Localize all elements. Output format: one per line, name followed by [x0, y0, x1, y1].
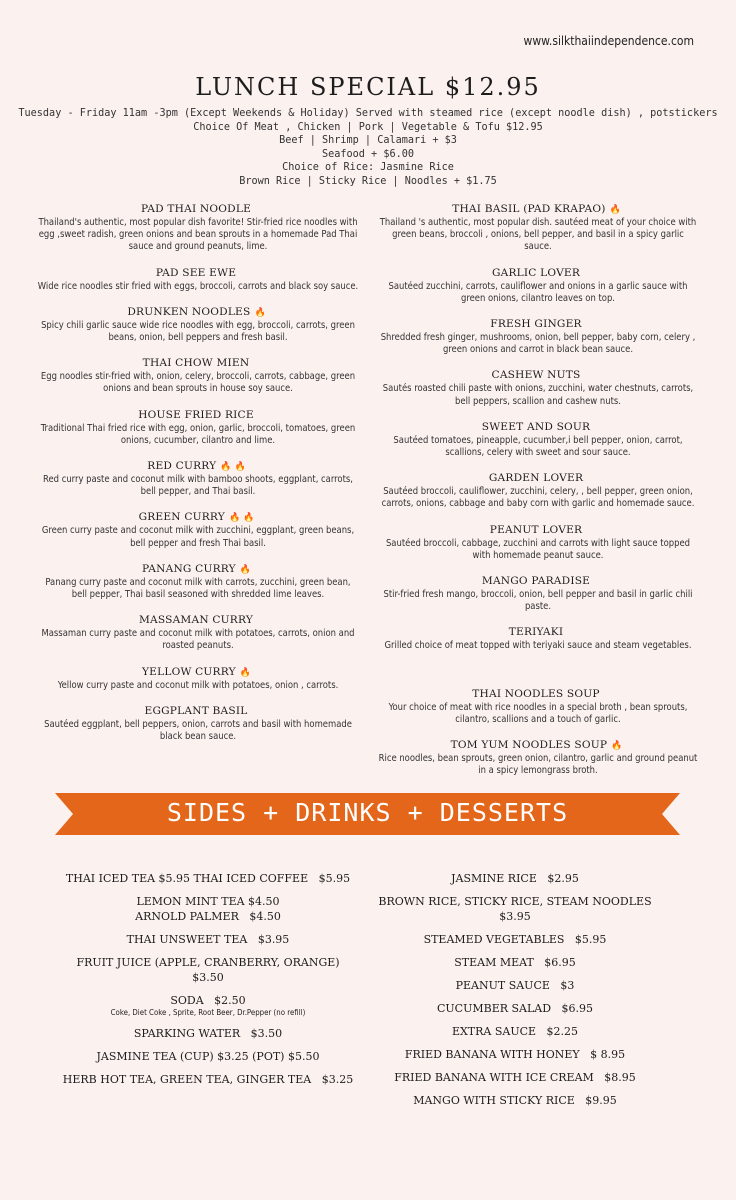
spicy-icon: 🔥🔥 [220, 462, 249, 473]
item-name: DRUNKEN NOODLES 🔥 [127, 305, 269, 318]
item-name: RED CURRY 🔥🔥 [147, 460, 249, 473]
menu-item [378, 202, 698, 254]
banner-title: SIDES + DRINKS + DESSERTS [166, 798, 569, 827]
menu-item [378, 420, 698, 459]
item-name: PAD THAI NOODLE [140, 203, 252, 215]
item-name: SWEET AND SOUR [481, 420, 591, 433]
side-item: FRIED BANANA WITH HONEY $ 8.95 [404, 1048, 626, 1061]
item-name: GARDEN LOVER [488, 472, 584, 485]
item-name: MANGO PARADISE [481, 575, 591, 588]
drink-item: SODA $2.50 Coke, Diet Coke , Sprite, Root Beer, Dr.Pepper (no refill) [38, 993, 378, 1018]
intro-line: Choice of Rice: Jasmine Rice [282, 162, 454, 174]
item-name: PANANG CURRY 🔥 [141, 562, 255, 575]
item-name: YELLOW CURRY 🔥 [141, 665, 254, 678]
item-name: THAI CHOW MIEN [142, 357, 250, 370]
item-name: CASHEW NUTS [491, 369, 581, 382]
menu-left-column [37, 202, 359, 755]
item-description: Thailand 's authentic, most popular dish. sautéed meat of your choice with green beans, broccoli , onions, bell pepper, and basil in a spicy garlic sauce. [379, 217, 697, 253]
item-name: PAD SEE EWE [155, 266, 237, 279]
item-description: Sautéed zucchini, carrots, cauliflower and onions in a garlic sauce with green onions, cilantro leaves on top. [388, 280, 688, 304]
item-description: Panang curry paste and coconut milk with carrots, zucchini, green bean, bell pepper, Thai basil seasoned with shredded lime leaves. [45, 576, 351, 601]
side-item: PEANUT SAUCE $3 [455, 979, 575, 992]
menu-item [37, 356, 359, 395]
menu-item [378, 317, 698, 356]
item-description: Your choice of meat with rice noodles in a special broth , bean sprouts, cilantro, scallions and a touch of garlic. [388, 701, 688, 725]
menu-item [378, 687, 698, 726]
menu-item [37, 510, 359, 549]
menu-item [37, 266, 359, 293]
item-name: TOM YUM NOODLES SOUP 🔥 [450, 739, 626, 752]
intro-line: Beef | Shrimp | Calamari + $3 [279, 135, 457, 147]
menu-item [37, 202, 359, 254]
menu-item [37, 613, 359, 652]
menu-item [378, 738, 698, 777]
item-name: GARLIC LOVER [491, 266, 581, 279]
menu-item [378, 523, 698, 562]
item-name: PEANUT LOVER [489, 523, 583, 536]
intro-line: Tuesday - Friday 11am -3pm (Except Weekends & Holiday) Served with steamed rice (except noodle dish) , potstickers [18, 108, 718, 119]
item-description: Massaman curry paste and coconut milk with potatoes, carrots, onion and roasted peanuts. [41, 628, 355, 652]
item-description: Thailand's authentic, most popular dish favorite! Stir-fried rice noodles with egg ,sweet radish, green onions and bean sprouts in a homemade Pad Thai sauce and ground peanuts, lime. [38, 217, 358, 253]
item-description: Yellow curry paste and coconut milk with potatoes, onion , carrots. [57, 679, 339, 691]
side-item: STEAMED VEGETABLES $5.95 [423, 933, 607, 946]
item-description: Grilled choice of meat topped with teriyaki sauce and steam vegetables. [384, 640, 692, 652]
item-description: Spicy chili garlic sauce wide rice noodles with egg, broccoli, carrots, green beans, onion, bell peppers and fresh basil. [41, 319, 355, 344]
item-name: HOUSE FRIED RICE [138, 408, 254, 421]
spicy-icon: 🔥🔥 [228, 513, 258, 524]
item-name: THAI BASIL (PAD KRAPAO) 🔥 [452, 203, 624, 215]
spicy-icon: 🔥 [611, 741, 626, 752]
intro-line: Brown Rice | Sticky Rice | Noodles + $1.75 [239, 175, 497, 187]
drink-item: THAI ICED TEA $5.95 THAI ICED COFFEE $5.95 [65, 872, 351, 885]
spacer [378, 665, 698, 687]
item-name: TERIYAKI [508, 626, 564, 639]
item-description: Red curry paste and coconut milk with bamboo shoots, eggplant, carrots, bell pepper, and Thai basil. [43, 474, 353, 498]
menu-right-column [378, 202, 698, 789]
item-description: Green curry paste and coconut milk with zucchini, eggplant, green beans, bell pepper and fresh Thai basil. [41, 525, 355, 549]
item-description: Sautéed broccoli, cauliflower, zucchini, celery, , bell pepper, green onion, carrots, onions, cabbage and baby corn with garlic and homemade sauce. [381, 486, 695, 510]
side-item: CUCUMBER SALAD $6.95 [436, 1002, 594, 1015]
item-description: Sautéed broccoli, cabbage, zucchini and carrots with light sauce topped with homemade peanut sauce. [385, 537, 691, 561]
drink-item: SPARKING WATER $3.50 [133, 1027, 283, 1040]
menu-item [37, 704, 359, 743]
item-name: MASSAMAN CURRY [138, 614, 254, 627]
item-name: FRESH GINGER [490, 318, 582, 331]
drink-item: HERB HOT TEA, GREEN TEA, GINGER TEA $3.25 [62, 1073, 354, 1086]
intro-block [0, 107, 736, 189]
item-description: Shredded fresh ginger, mushrooms, onion, bell pepper, baby corn, celery , green onions and carrot in black bean sauce. [380, 332, 696, 356]
item-description: Wide rice noodles stir fried with eggs, broccoli, carrots and black soy sauce. [37, 280, 359, 292]
intro-line: Choice Of Meat , Chicken | Pork | Vegetable & Tofu $12.95 [193, 121, 543, 133]
intro-line: Seafood + $6.00 [321, 148, 414, 160]
sides-column [360, 871, 670, 1116]
item-description: Sautés roasted chili paste with onions, zucchini, water chestnuts, carrots, bell peppers, scallion and cashew nuts. [382, 383, 694, 407]
page-title: LUNCH SPECIAL $12.95 [195, 73, 541, 101]
menu-item [37, 562, 359, 601]
menu-item [378, 471, 698, 510]
website-url[interactable]: www.silkthaiindependence.com [523, 34, 694, 48]
menu-item [378, 266, 698, 305]
side-item: EXTRA SAUCE $2.25 [451, 1025, 579, 1038]
item-description: Rice noodles, bean sprouts, green onion, cilantro, garlic and ground peanut in a spicy lemongrass broth. [378, 753, 698, 777]
menu-item [37, 665, 359, 692]
item-name: EGGPLANT BASIL [144, 704, 248, 717]
item-description: Egg noodles stir-fried with, onion, celery, broccoli, carrots, cabbage, green onions and bean sprouts in house soy sauce. [40, 371, 356, 395]
side-item: JASMINE RICE $2.95 [451, 872, 579, 885]
drink-item: LEMON MINT TEA $4.50 ARNOLD PALMER $4.50 [135, 895, 281, 923]
spicy-icon: 🔥 [239, 667, 254, 678]
menu-item [378, 368, 698, 407]
side-item: FRIED BANANA WITH ICE CREAM $8.95 [394, 1071, 636, 1084]
side-item: MANGO WITH STICKY RICE $9.95 [413, 1094, 617, 1107]
item-name: THAI NOODLES SOUP [472, 687, 600, 700]
side-item: BROWN RICE, STICKY RICE, STEAM NOODLES $3.95 [378, 895, 652, 923]
item-description: Traditional Thai fried rice with egg, onion, garlic, broccoli, tomatoes, green onions, cucumber, cilantro and lime. [40, 422, 356, 446]
item-description: Sautéed eggplant, bell peppers, onion, carrots and basil with homemade black bean sauce. [44, 718, 352, 743]
menu-item [37, 459, 359, 498]
spicy-icon: 🔥 [254, 307, 269, 318]
spicy-icon: 🔥 [609, 205, 624, 215]
item-name: GREEN CURRY 🔥🔥 [138, 511, 258, 524]
menu-item [37, 305, 359, 344]
drink-item: FRUIT JUICE (APPLE, CRANBERRY, ORANGE) $3.50 [76, 956, 340, 984]
menu-item [378, 625, 698, 652]
side-item: STEAM MEAT $6.95 [454, 956, 576, 969]
menu-item [37, 408, 359, 447]
section-banner [55, 793, 680, 835]
soda-note: Coke, Diet Coke , Sprite, Root Beer, Dr.Pepper (no refill) [110, 1008, 306, 1017]
spicy-icon: 🔥 [239, 564, 255, 575]
drinks-column [38, 871, 378, 1095]
item-description: Sautéed tomatoes, pineapple, cucumber,i bell pepper, onion, carrot, scallions, celery with sweet and sour sauce. [393, 434, 683, 459]
drink-item: JASMINE TEA (CUP) $3.25 (POT) $5.50 [96, 1050, 320, 1063]
drink-item: THAI UNSWEET TEA $3.95 [126, 933, 290, 946]
menu-item [378, 574, 698, 613]
item-description: Stir-fried fresh mango, broccoli, onion, bell pepper and basil in garlic chili paste. [383, 589, 693, 613]
